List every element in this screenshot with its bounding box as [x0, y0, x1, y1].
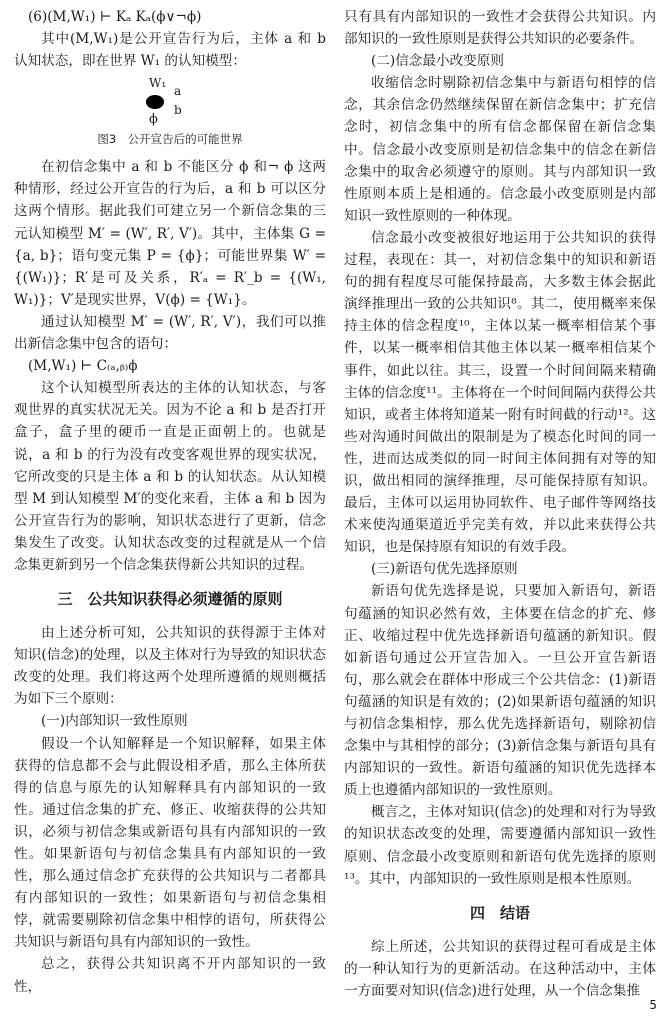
figure-possible-world [14, 76, 326, 128]
paragraph: 综上所述，公共知识的获得过程可看成是主体的一种认知行为的更新活动。在这种活动中，主体一方面要对知识(信念)进行处理，从一个信念集推 [344, 938, 656, 999]
paragraph: 新语句优先选择是说，只要加入新语句，新语句蕴涵的知识必然有效，主体要在信念的扩充、修正、收缩过程中优先选择新语句蕴涵的新知识。假如新语句通过公开宣告加入。一旦公开宣告新语句，那么就会在群体中形成三个公共信念：(1)新语句蕴涵的知识是有效的；(2)如果新语句蕴涵的知识与初信念集相悖，那么优先选择新语句，剔除初信念集中与其相悖的部分；(3)新信念集与新语句具有内部知识的一致性。新语句蕴涵的知识优先选择本质上也遵循内部知识的一致性原则。 [344, 583, 656, 799]
agent-b-label: b [174, 103, 182, 118]
section-heading: 三 公共知识获得必须遵循的原则 [57, 590, 283, 609]
paragraph: 概言之，主体对知识(信念)的处理和对行为导致的知识状态改变的处理，需要遵循内部知识一致性原则、信念最小改变原则和新语句优先选择的原则¹³。其中，内部知识的一致性原则是根本性原则。 [344, 804, 656, 887]
world-label: W₁ [149, 76, 167, 91]
paragraph: 由上述分析可知，公共知识的获得源于主体对知识(信念)的处理，以及主体对行为导致的知识状态改变的处理。我们将这两个处理所遵循的规则概括为如下三个原则： [14, 625, 326, 708]
paragraph: 这个认知模型所表达的主体的认知状态，与客观世界的真实状况无关。因为不论 a 和 b 是否打开盒子，盒子里的硬币一直是正面朝上的。也就是说，a 和 b 的行为没有改变客观世界的现实状况，它所改变的只是主体 a 和 b 的认知状态。从认知模型 M 到认知模型 M′的变化来看，主体 a 和 b 因为公开宣告行为的影响，知识状态进行了更新，信念集发生了改变。认知状态改变的过程就是从一个信念集更新到另一个信念集获得新公共知识的过程。 [14, 380, 326, 573]
paragraph: 总之，获得公共知识离不开内部知识的一致性， [14, 956, 326, 995]
subsection-heading: (二)信念最小改变原则 [371, 53, 504, 70]
section-heading: 四 结语 [469, 903, 530, 922]
paragraph: 在初信念集中 a 和 b 不能区分 ϕ 和¬ ϕ 这两种情形，经过公开宣告的行为后，a 和 b 可以区分这两个情形。据此我们可建立另一个新信念集的三元认知模型 M′ = (W′, R′, V′)。其中，主体集 G = {a, b}；语句变元集 P = {ϕ}；可能世界集 W′ = {(W₁)}；R′是可及关系，R′ₐ = R′_b = {(W₁, W₁)}；V′是现实世界，V(ϕ) = {W₁}。 [14, 159, 326, 308]
phi-label: ϕ [149, 112, 158, 128]
paragraph: 只有具有内部知识的一致性才会获得公共知识。内部知识的一致性原则是获得公共知识的必要条件。 [344, 9, 656, 48]
paragraph: 收缩信念时剔除初信念集中与新语句相悖的信念，其余信念仍然继续保留在新信念集中；扩充信念时，初信念集中的所有信念都保留在新信念集中。信念最小改变原则是初信念集中的信念在新信念集中的取舍必须遵守的原则。其与内部知识一致性原则本质上是相通的。信念最小改变原则是内部知识一致性原则的一种体现。 [344, 75, 656, 224]
paragraph: 假设一个认知解释是一个知识解释，如果主体获得的信息都不会与此假设相矛盾，那么主体所获得的信息与原先的认知解释具有内部知识的一致性。通过信念集的扩充、修正、收缩获得的公共知识，必须与初信念集或新语句具有内部知识的一致性。如果新语句与初信念集具有内部知识的一致性，那么通过信念扩充获得的公共知识与二者都具有内部知识的一致性；如果新语句与初信念集相悖，就需要剔除初信念集中相悖的语句，所获得公共知识与新语句具有内部知识的一致性。 [14, 735, 326, 951]
agent-a-label: a [174, 84, 182, 99]
page-number: 5 [649, 998, 657, 1012]
subsection-heading: (三)新语句优先选择原则 [371, 561, 518, 578]
left-column [14, 6, 326, 998]
paragraph: 其中(M,W₁)是公开宣告行为后，主体 a 和 b 认知状态，即在世界 W₁ 的认知模型： [14, 31, 326, 70]
paragraph: 通过认知模型 M′ = (W′, R′, V′)，我们可以推出新信念集中包含的语句： [14, 313, 326, 353]
paragraph: 信念最小改变被很好地运用于公共知识的获得过程，表现在：其一，对初信念集中的知识和新语句的拥有程度尽可能保持最高，大多数主体会据此演绎推理出一致的公共知识⁸。其二，使用概率来保持主体的信念程度¹⁰，主体以某一概率相信某个事件，以某一概率相信其他主体以某一概率相信某个事件，如此以往。其三，设置一个时间间隔来精确主体的信念度¹¹。主体将在一个时间间隔内获得公共知识，或者主体将知道某一附有时间截的行动¹²。这些对沟通时间做出的限制是为了模态化时间的同一性，进而达成类似的同一时间主体间拥有对等的知识，做出相同的演绎推理，尽可能保持原有知识。最后，主体可以运用协同软件、电子邮件等网络技术来使沟通渠道近乎完美有效，并以此来获得公共知识，也是保持原有知识的有效手段。 [344, 229, 656, 556]
right-column [344, 6, 656, 1002]
figure-caption: 图3 公开宣告后的可能世界 [97, 132, 243, 147]
formula-7: (M,W₁) ⊢ C₍ₐ,ᵦ₎ϕ [28, 358, 138, 375]
formula-6: (6)(M,W₁) ⊢ Kₐ Kₐ(ϕ∨¬ϕ) [28, 9, 202, 25]
subsection-heading: (一)内部知识一致性原则 [41, 713, 188, 730]
world-node [146, 95, 164, 109]
